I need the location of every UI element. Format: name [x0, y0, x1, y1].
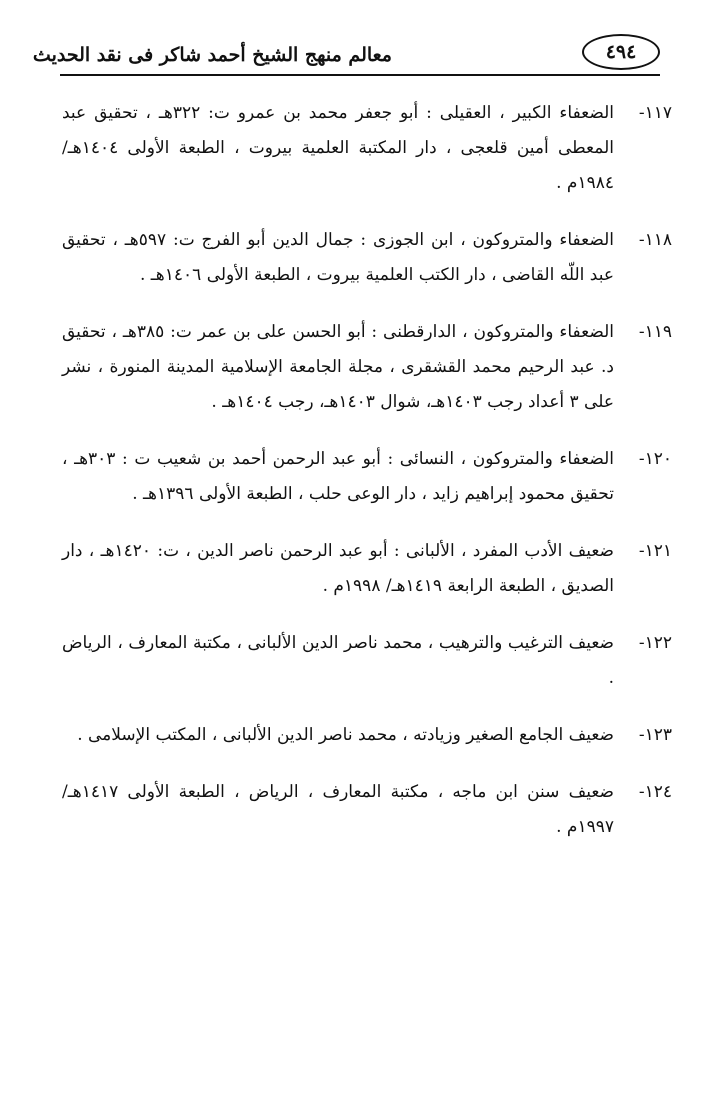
entry-number: ١٢٤- [638, 782, 672, 802]
bibliography-entry [62, 442, 672, 512]
entry-text: ضعيف الترغيب والترهيب ، محمد ناصر الدين الألبانى ، مكتبة المعارف ، الرياض . [62, 633, 614, 688]
entry-text: الضعفاء الكبير ، العقيلى : أبو جعفر محمد بن عمرو ت: ٣٢٢هـ ، تحقيق عبد المعطى أمين قلعجى ، دار المكتبة العلمية بيروت ، الطبعة الأولى ١٤٠٤هـ/ ١٩٨٤م . [62, 103, 615, 193]
bibliography-entry [62, 534, 672, 604]
entry-number: ١٢٢- [638, 633, 672, 653]
page-header [32, 30, 660, 80]
bibliography-list [62, 96, 672, 867]
header-rule [60, 74, 660, 76]
bibliography-entry [62, 775, 672, 845]
entry-text: الضعفاء والمتروكون ، الدارقطنى : أبو الحسن على بن عمر ت: ٣٨٥هـ ، تحقيق د. عبد الرحيم محمد القشقرى ، مجلة الجامعة الإسلامية المدينة المنورة ، نشر على ٣ أعداد رجب ١٤٠٣هـ، شوال ١٤٠٣هـ، رجب ١٤٠٤هـ . [62, 322, 614, 412]
bibliography-entry [62, 315, 672, 420]
entry-text: الضعفاء والمتروكون ، ابن الجوزى : جمال الدين أبو الفرج ت: ٥٩٧هـ ، تحقيق عبد اللّه القاضى ، دار الكتب العلمية بيروت ، الطبعة الأولى ١٤٠٦هـ . [62, 230, 614, 285]
entry-text: ضعيف الجامع الصغير وزيادته ، محمد ناصر الدين الألبانى ، المكتب الإسلامى . [77, 725, 614, 745]
entry-number: ١٢٣- [638, 725, 672, 745]
entry-number: ١١٩- [638, 322, 672, 342]
entry-text: الضعفاء والمتروكون ، النسائى : أبو عبد الرحمن أحمد بن شعيب ت : ٣٠٣هـ ، تحقيق محمود إبراهيم زايد ، دار الوعى حلب ، الطبعة الأولى ١٣٩٦هـ . [62, 449, 614, 504]
entry-text: ضعيف سنن ابن ماجه ، مكتبة المعارف ، الرياض ، الطبعة الأولى ١٤١٧هـ/ ١٩٩٧م . [62, 782, 614, 837]
bibliography-entry [62, 718, 672, 753]
entry-number: ١٢١- [638, 541, 672, 561]
entry-number: ١١٧- [638, 103, 672, 123]
page-number-badge: ٤٩٤ [582, 34, 660, 70]
running-title: معالم منهج الشيخ أحمد شاكر فى نقد الحديث [32, 44, 392, 66]
entry-number: ١١٨- [638, 230, 672, 250]
bibliography-entry [62, 96, 672, 201]
bibliography-entry [62, 626, 672, 696]
entry-text: ضعيف الأدب المفرد ، الألبانى : أبو عبد الرحمن ناصر الدين ، ت: ١٤٢٠هـ ، دار الصديق ، الطبعة الرابعة ١٤١٩هـ/ ١٩٩٨م . [62, 541, 614, 596]
entry-number: ١٢٠- [638, 449, 672, 469]
bibliography-entry [62, 223, 672, 293]
